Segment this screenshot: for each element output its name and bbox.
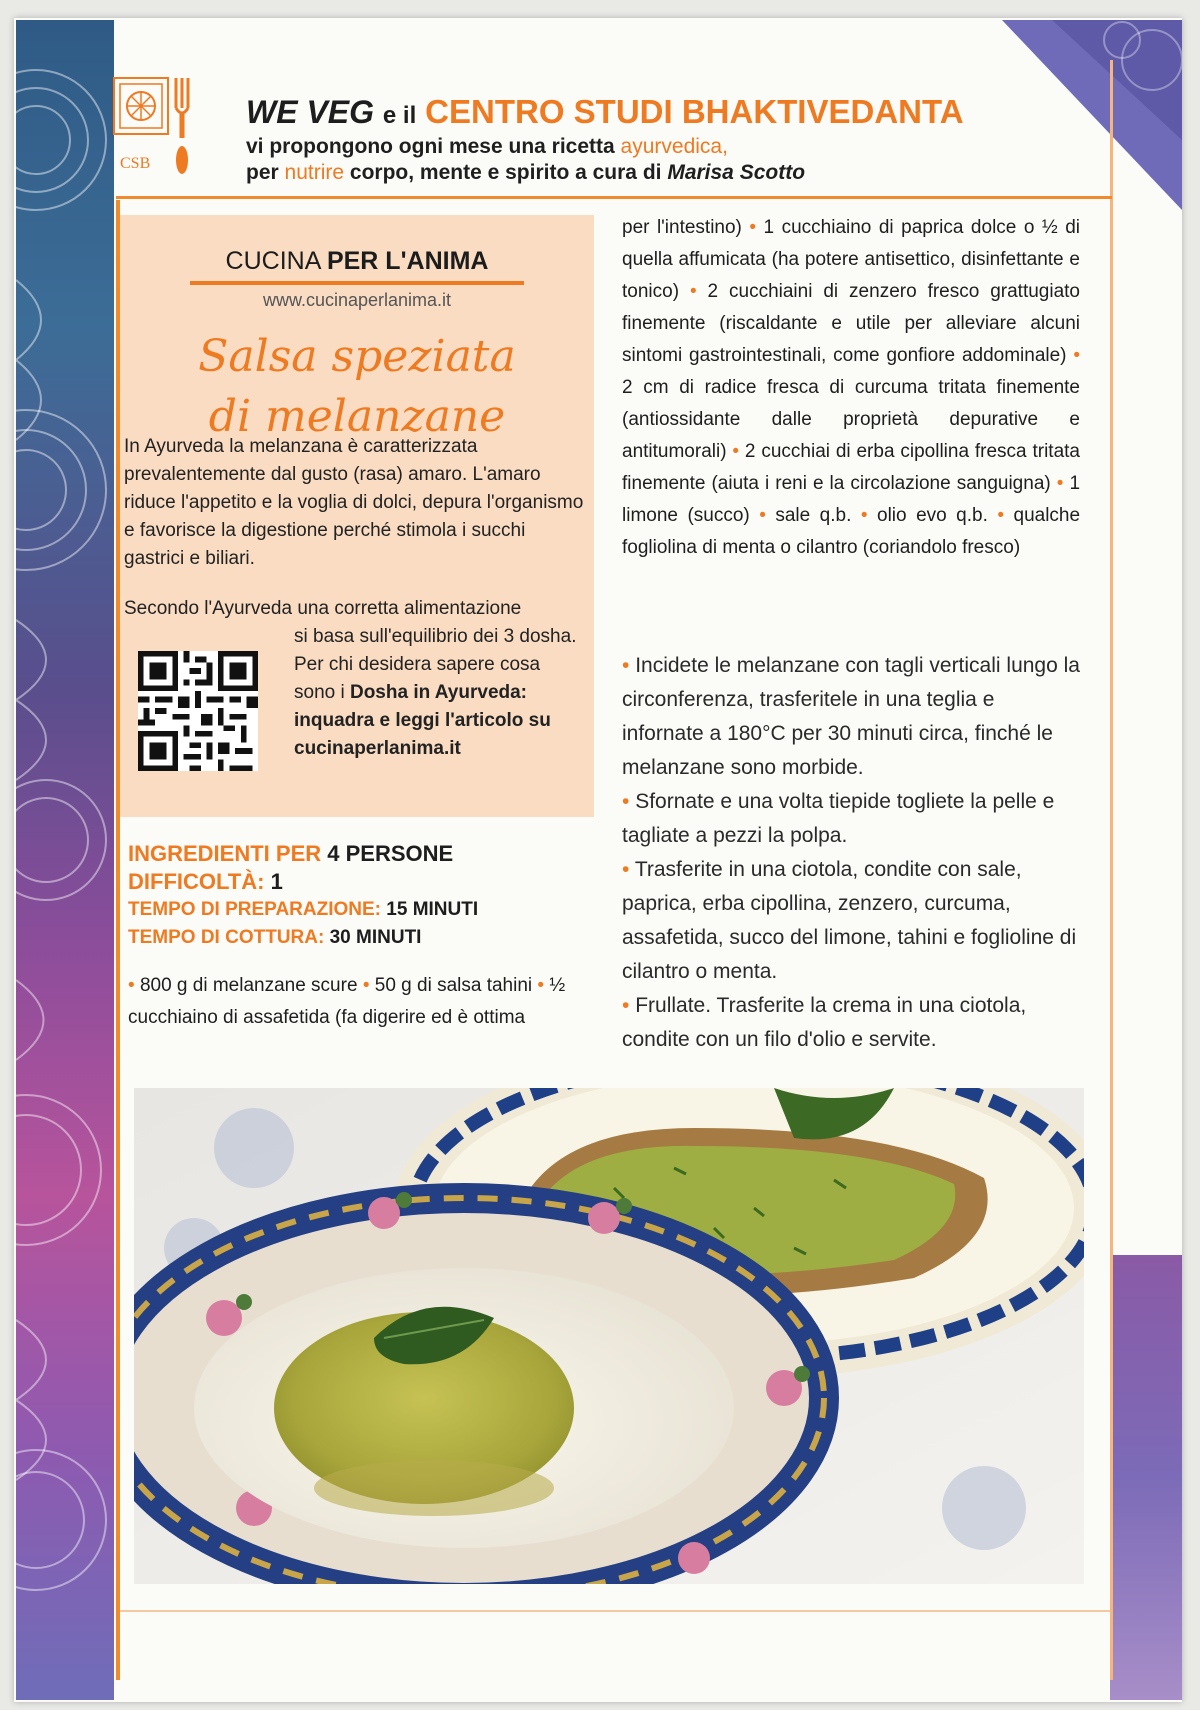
- prep-time-line: [128, 896, 598, 924]
- bullet-icon: •: [689, 281, 697, 302]
- csb-logo: [110, 68, 198, 188]
- step-text: Incidete le melanzane con tagli verticali lungo la circonferenza, trasferitele in una teglia e infornate a 180°C per 30 minuti circa, finché le melanzane sono morbide.: [622, 654, 1080, 779]
- servings-value: 4 PERSONE: [327, 841, 454, 866]
- section-title: [120, 247, 594, 276]
- bullet-icon: •: [622, 858, 630, 881]
- recipe-title-line1: Salsa speziata: [198, 331, 516, 382]
- bullet-icon: •: [622, 654, 630, 677]
- cook-time-value: 30 MINUTI: [329, 927, 422, 948]
- ingredient-item: 1 limone (succo): [622, 473, 1081, 526]
- qr-code[interactable]: [138, 651, 258, 771]
- servings-line: [128, 840, 598, 868]
- footer-rule: [120, 1610, 1110, 1612]
- recipe-title-line2: di melanzane: [208, 391, 506, 442]
- page-header: [246, 94, 1106, 186]
- section-title-a: CUCINA: [225, 247, 320, 275]
- ingredient-item: qualche fogliolina di menta o cilantro (coriandolo fresco): [622, 505, 1081, 558]
- org-name: CENTRO STUDI BHAKTIVEDANTA: [425, 93, 964, 130]
- bullet-icon: •: [749, 217, 757, 238]
- bullet-icon: •: [732, 441, 740, 462]
- dosha-link-text[interactable]: Dosha in Ayurveda: inquadra e leggi l'articolo su cucinaperlanima.it: [294, 682, 551, 759]
- author-name: Marisa Scotto: [667, 161, 806, 184]
- header-subtitle-2: [246, 160, 1106, 186]
- ingredient-item: ½ cucchiaino di assafetida (fa digerire ed è ottima: [128, 975, 566, 1028]
- step-item: [622, 853, 1080, 989]
- step-item: [622, 785, 1080, 853]
- step-text: Frullate. Trasferite la crema in una ciotola, condite con un filo d'olio e servite.: [622, 994, 1027, 1051]
- header-highlight: nutrire: [284, 161, 345, 184]
- recipe-title: [120, 327, 594, 447]
- ingredient-item: olio evo q.b.: [877, 505, 988, 526]
- header-subtitle-text: vi propongono ogni mese una ricetta: [246, 135, 615, 158]
- step-item: [622, 649, 1080, 785]
- ingredient-item: 2 cm di radice fresca di curcuma tritata finemente (antiossidante dalle proprietà depurative e antitumorali): [622, 377, 1080, 462]
- prep-time-value: 15 MINUTI: [386, 899, 479, 920]
- difficulty-line: [128, 868, 598, 896]
- header-title: [246, 94, 1106, 134]
- dosha-text: si basa sull'equilibrio dei 3 dosha. Per chi desidera sapere cosa sono i: [294, 626, 577, 703]
- brand-name: WE VEG: [246, 94, 375, 130]
- header-rule: [116, 196, 1112, 199]
- preparation-steps: [622, 649, 1080, 1057]
- frame-line-right: [1110, 60, 1113, 1680]
- step-item: [622, 989, 1080, 1057]
- step-text: Sfornate e una volta tiepide togliete la pelle e tagliate a pezzi la polpa.: [622, 790, 1055, 847]
- bullet-icon: •: [128, 975, 135, 996]
- prep-time-label: TEMPO DI PREPARAZIONE:: [128, 899, 381, 920]
- difficulty-label: DIFFICOLTÀ:: [128, 869, 265, 894]
- step-text: Trasferite in una ciotola, condite con sale, paprica, erba cipollina, zenzero, curcuma, assafetida, succo del limone, tahini e foglioline di cilantro o menta.: [622, 858, 1077, 983]
- ingredient-item: 2 cucchiai di erba cipollina fresca tritata finemente (aiuta i reni e la circolazione sanguigna): [622, 441, 1080, 494]
- bullet-icon: •: [759, 505, 766, 526]
- bullet-icon: •: [997, 505, 1005, 526]
- cook-time-label: TEMPO DI COTTURA:: [128, 927, 325, 948]
- bullet-icon: •: [622, 790, 630, 813]
- difficulty-value: 1: [270, 869, 283, 894]
- bullet-icon: •: [537, 975, 545, 996]
- recipe-info: [128, 840, 598, 1034]
- intro-paragraph: In Ayurveda la melanzana è caratterizzata prevalentemente dal gusto (rasa) amaro. L'amaro riduce l'appetito e la voglia di dolci, depura l'organismo e favorisce la digestione perché stimola i succhi gastrici e biliari.: [124, 436, 584, 569]
- cucina-per-l-anima-box: [120, 215, 594, 817]
- decorative-border-left: [16, 20, 114, 1700]
- ingredient-item: 2 cucchiaini di zenzero fresco grattugiato finemente (riscaldante e utile per alleviare alcuni sintomi gastrointestinali, come gonfiore addominale): [622, 281, 1081, 366]
- ingredients-list-continued: [622, 212, 1080, 564]
- ingredient-item: 800 g di melanzane scure: [139, 975, 358, 996]
- header-subtitle-text: per: [246, 161, 279, 184]
- site-url[interactable]: www.cucinaperlanima.it: [262, 290, 452, 310]
- ingredients-list-start: [128, 970, 598, 1034]
- bullet-icon: •: [362, 975, 370, 996]
- recipe-photo: [134, 1088, 1084, 1584]
- bullet-icon: •: [1056, 473, 1064, 494]
- dosha-paragraph: [294, 623, 584, 763]
- decorative-corner-bottom-right: [1110, 1255, 1182, 1700]
- dosha-paragraph-start: Secondo l'Ayurveda una corretta alimentazione: [124, 598, 522, 619]
- section-title-b: PER L'ANIMA: [326, 247, 489, 275]
- logo-text: CSB: [120, 155, 151, 172]
- bullet-icon: •: [622, 994, 630, 1017]
- bullet-icon: •: [1073, 345, 1081, 366]
- ingredient-item: per l'intestino): [622, 217, 742, 238]
- section-rule: [190, 281, 524, 285]
- cook-time-line: [128, 924, 598, 952]
- ingredient-item: 50 g di salsa tahini: [374, 975, 533, 996]
- servings-label: INGREDIENTI PER: [128, 841, 322, 866]
- ingredient-item: 1 cucchiaino di paprica dolce o ½ di quella affumicata (ha potere antisettico, disinfettante e tonico): [622, 217, 1081, 302]
- header-connector: e il: [382, 102, 417, 129]
- bullet-icon: •: [860, 505, 868, 526]
- header-highlight: ayurvedica,: [620, 135, 728, 158]
- header-subtitle-text: corpo, mente e spirito a cura di: [349, 161, 662, 184]
- ingredient-item: sale q.b.: [775, 505, 852, 526]
- header-subtitle-1: [246, 134, 1106, 160]
